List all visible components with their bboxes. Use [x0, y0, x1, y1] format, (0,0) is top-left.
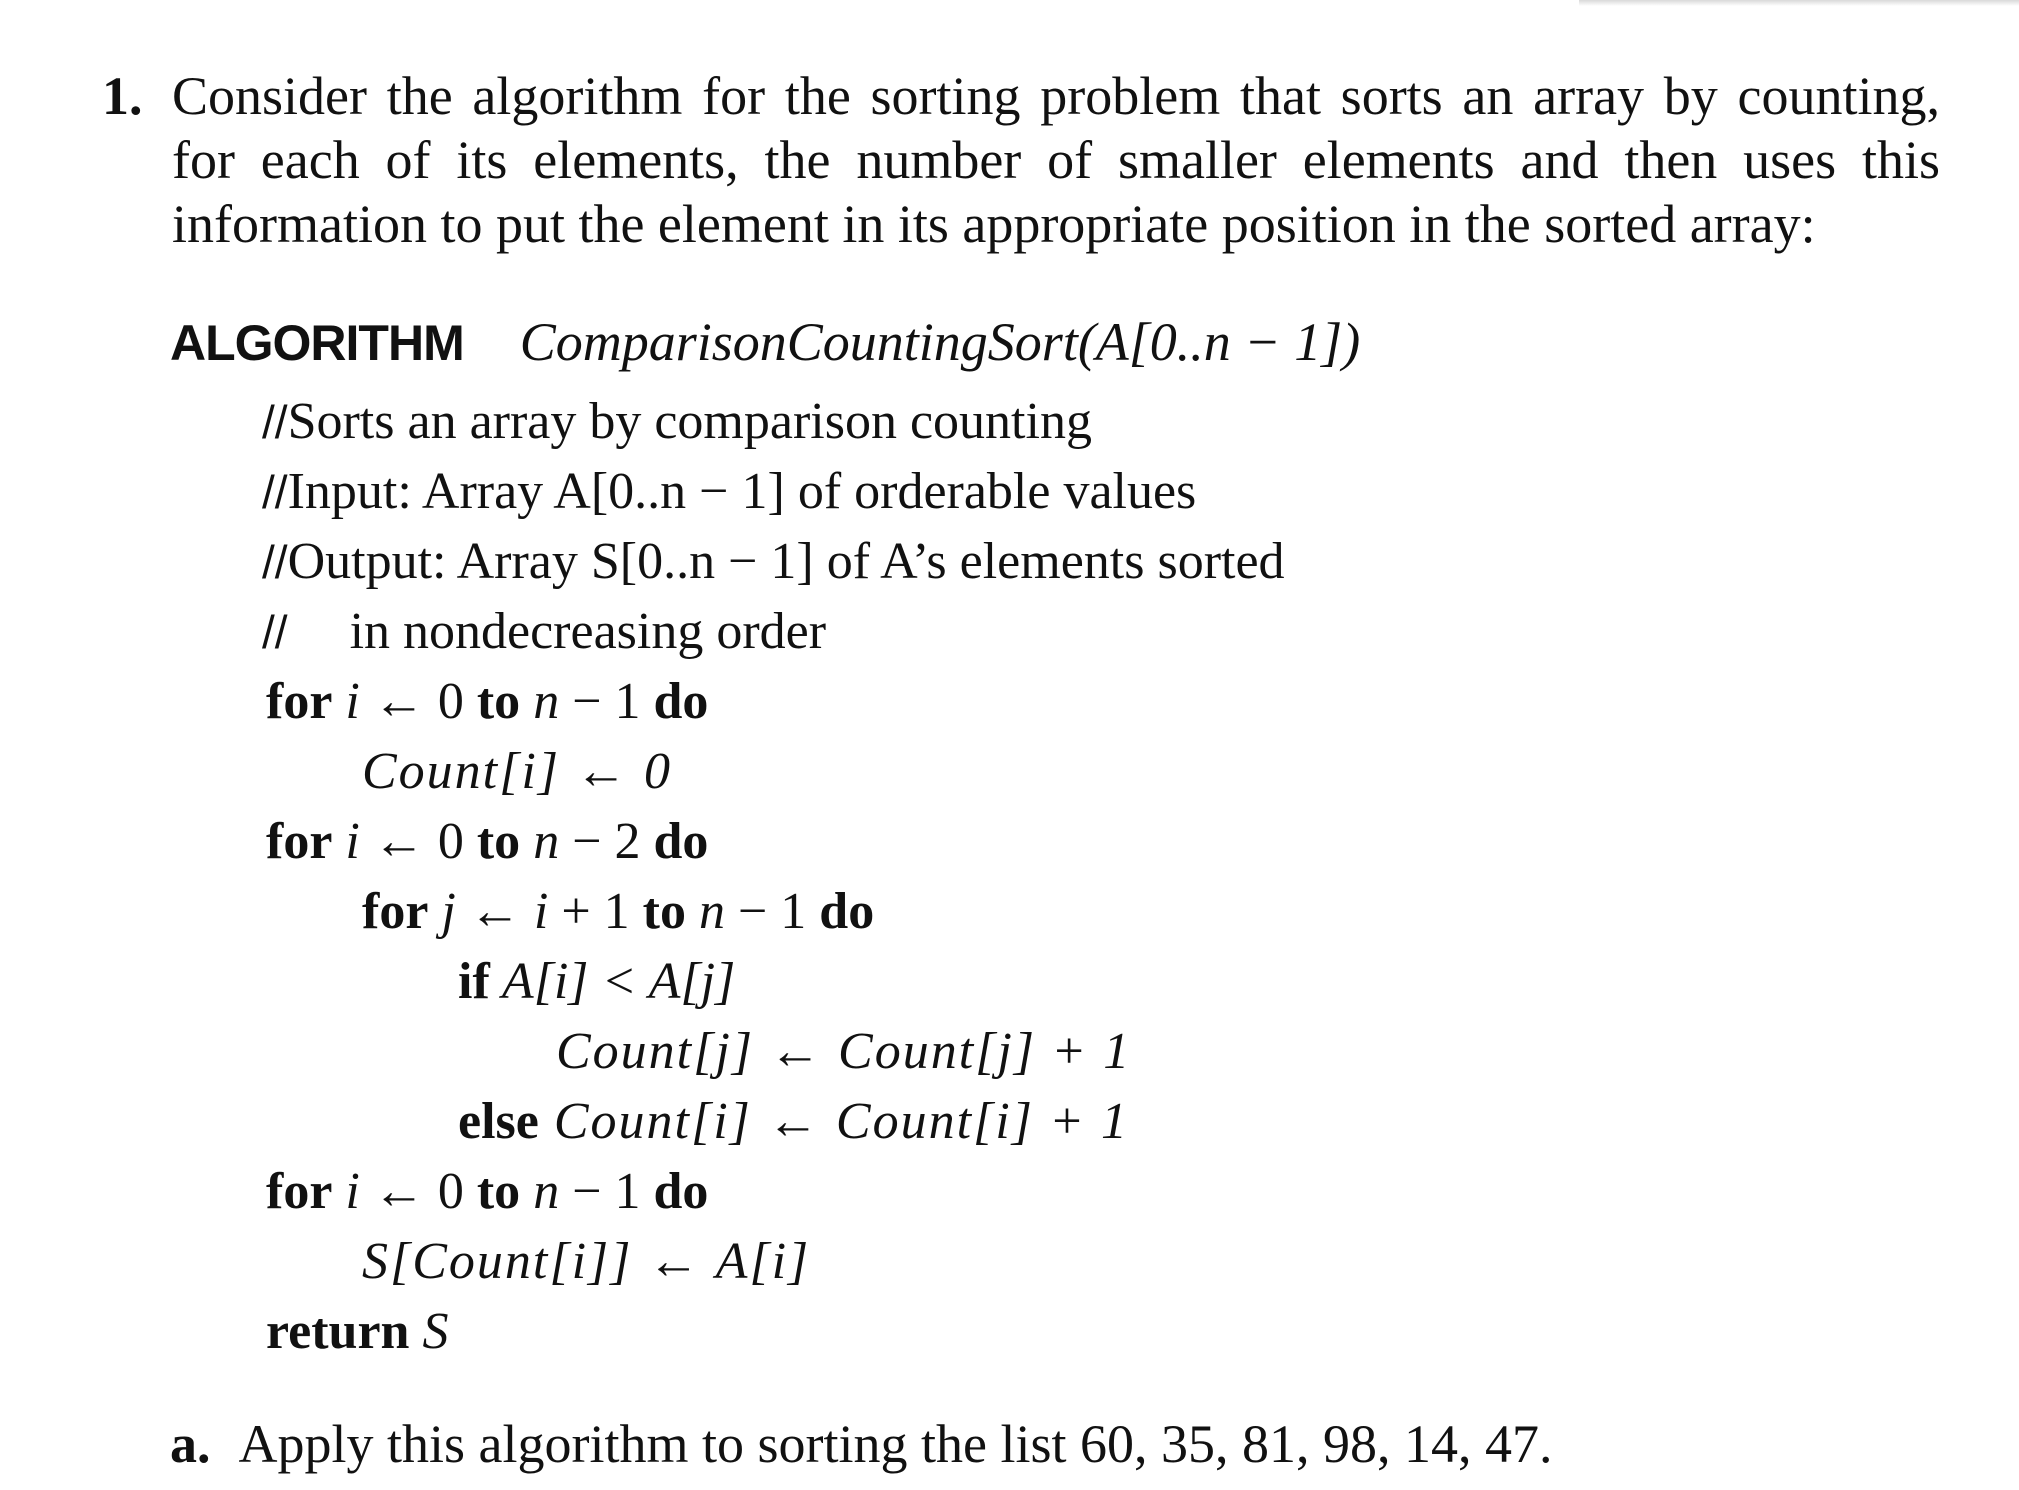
if-condition: A[i] < A[j]	[489, 953, 736, 1010]
bound-var: n	[520, 1163, 560, 1220]
assign-start: ← 0	[359, 673, 477, 730]
code-line-for-inner	[362, 880, 874, 944]
code-line-for-place	[266, 1160, 708, 1224]
problem-number: 1.	[102, 66, 143, 126]
keyword-for: for	[266, 673, 333, 730]
part-text: Apply this algorithm to sorting the list 60, 35, 81, 98, 14, 47.	[238, 1414, 1553, 1474]
bound-rest: − 1	[724, 883, 820, 940]
comment-text: Output: Array S[0..n − 1] of A’s elements sorted	[287, 533, 1285, 590]
problem-text: Consider the algorithm for the sorting problem that sorts an array by counting, for each of its elements, the number of smaller elements and then uses this information to put the element in its appropriate position in the sorted array:	[172, 66, 1940, 254]
comment-line-2	[262, 460, 1196, 524]
comment-slashes: //	[262, 396, 288, 448]
comment-slashes: //	[262, 536, 288, 588]
algorithm-keyword: ALGORITHM	[170, 315, 464, 371]
code-line-for-outer	[266, 810, 708, 874]
comment-text: Sorts an array by comparison counting	[287, 393, 1092, 450]
loop-var: i	[345, 813, 360, 870]
code-line-if	[458, 950, 735, 1014]
exercise-part-a	[170, 1412, 1552, 1476]
code-line-return	[266, 1300, 448, 1364]
keyword-for: for	[266, 1163, 333, 1220]
keyword-do: do	[653, 1163, 709, 1220]
loop-var: j	[441, 883, 456, 940]
top-edge-shadow	[1579, 0, 2019, 6]
bound-var: n	[685, 883, 725, 940]
comment-line-4	[262, 600, 826, 664]
keyword-do: do	[819, 883, 875, 940]
code-line-then: Count[j] ← Count[j] + 1	[556, 1023, 1132, 1080]
bound-var: n	[520, 673, 560, 730]
code-line-assign: S[Count[i]] ← A[i]	[362, 1233, 811, 1290]
algorithm-signature: ComparisonCountingSort(A[0..n − 1])	[519, 312, 1361, 372]
part-letter: a.	[170, 1414, 211, 1474]
code-line-else	[458, 1090, 1129, 1154]
keyword-else: else	[458, 1093, 539, 1150]
keyword-to: to	[642, 883, 686, 940]
bound-rest: − 1	[559, 673, 654, 730]
comment-line-1	[262, 390, 1092, 454]
keyword-if: if	[458, 953, 490, 1010]
keyword-for: for	[266, 813, 333, 870]
bound-rest: − 2	[559, 813, 654, 870]
else-statement: Count[i] ← Count[i] + 1	[538, 1093, 1130, 1150]
keyword-to: to	[476, 673, 521, 730]
keyword-return: return	[266, 1303, 410, 1360]
keyword-to: to	[476, 1163, 521, 1220]
start-rest: + 1	[548, 883, 643, 940]
return-value: S	[409, 1303, 449, 1360]
assign-start: ← 0	[359, 1163, 477, 1220]
keyword-for: for	[362, 883, 429, 940]
start-var: i	[533, 883, 549, 940]
comment-line-3	[262, 530, 1285, 594]
comment-text: in nondecreasing order	[349, 603, 827, 660]
algorithm-header	[170, 310, 1360, 375]
keyword-do: do	[653, 813, 709, 870]
loop-var: i	[345, 673, 360, 730]
code-line-init-count: Count[i] ← 0	[362, 743, 673, 800]
keyword-do: do	[653, 673, 709, 730]
comment-slashes: //	[262, 606, 288, 658]
loop-var: i	[345, 1163, 360, 1220]
bound-var: n	[520, 813, 560, 870]
assign-start: ← 0	[359, 813, 477, 870]
comment-slashes: //	[262, 466, 288, 518]
assign-arrow: ←	[455, 883, 534, 940]
bound-rest: − 1	[559, 1163, 654, 1220]
comment-text: Input: Array A[0..n − 1] of orderable values	[287, 463, 1197, 520]
keyword-to: to	[476, 813, 521, 870]
code-line-for-init	[266, 670, 708, 734]
